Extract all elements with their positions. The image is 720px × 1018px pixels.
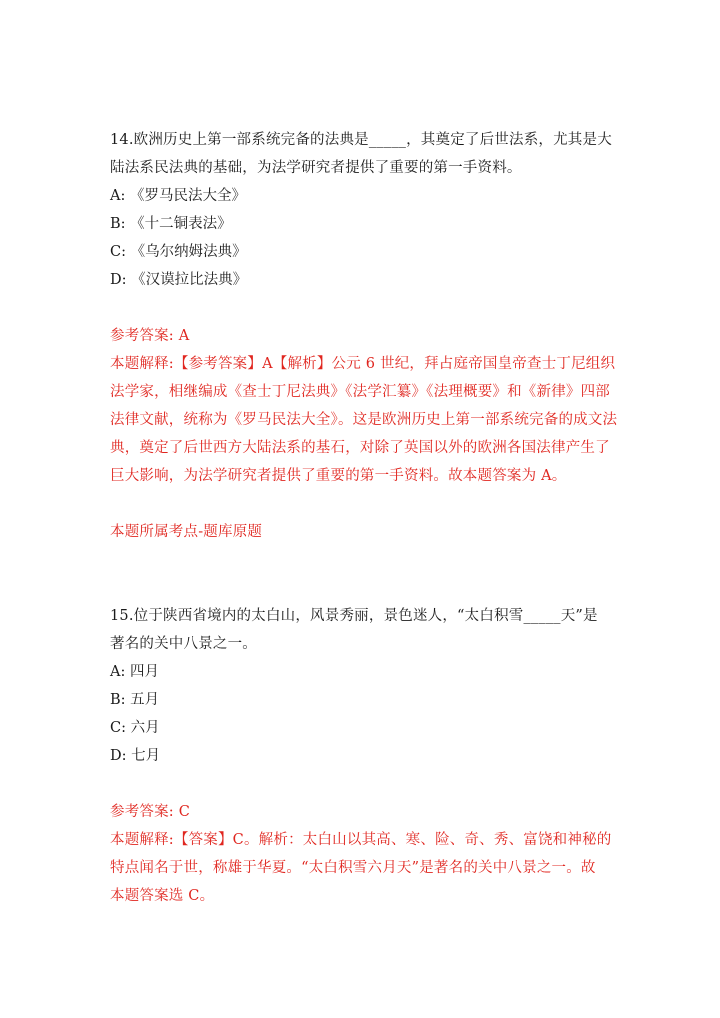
- options-list: [110, 658, 610, 770]
- question-text: [110, 602, 610, 658]
- explanation-line: 法律文献，统称为《罗马民法大全》。这是欧洲历史上第一部系统完备的成文法: [110, 412, 618, 428]
- explanation-line: 巨大影响，为法学研究者提供了重要的第一手资料。故本题答案为 A。: [110, 468, 567, 484]
- question-14: [110, 126, 618, 546]
- explanation: [110, 350, 618, 490]
- question-text: [110, 126, 610, 182]
- option-c: C: 《乌尔纳姆法典》: [110, 244, 247, 260]
- option-c: C: 六月: [110, 720, 160, 736]
- explanation-line: 特点闻名于世，称雄于华夏。“太白积雪六月天”是著名的关中八景之一。故: [110, 860, 596, 876]
- option-d: D: 《汉谟拉比法典》: [110, 272, 248, 288]
- question-text-line: 陆法系民法典的基础，为法学研究者提供了重要的第一手资料。: [110, 160, 522, 176]
- document-page: [110, 126, 618, 910]
- topic-label: 本题所属考点-题库原题: [110, 524, 263, 540]
- answer: 参考答案: C: [110, 804, 190, 820]
- explanation: [110, 826, 610, 910]
- answer: 参考答案: A: [110, 328, 190, 344]
- explanation-line: 本题答案选 C。: [110, 888, 215, 904]
- option-b: B: 《十二铜表法》: [110, 216, 232, 232]
- question-text-line: 15.位于陕西省境内的太白山，风景秀丽，景色迷人，“太白积雪_____天”是: [110, 608, 598, 624]
- explanation-line: 本题解释:【参考答案】A【解析】公元 6 世纪，拜占庭帝国皇帝查士丁尼组织: [110, 356, 616, 372]
- question-text-line: 14.欧洲历史上第一部系统完备的法典是_____，其奠定了后世法系，尤其是大: [110, 132, 612, 148]
- explanation-line: 典，奠定了后世西方大陆法系的基石，对除了英国以外的欧洲各国法律产生了: [110, 440, 610, 456]
- question-15: [110, 602, 610, 910]
- options-list: [110, 182, 610, 294]
- explanation-line: 本题解释:【答案】C。解析：太白山以其高、寒、险、奇、秀、富饶和神秘的: [110, 832, 612, 848]
- explanation-line: 法学家，相继编成《查士丁尼法典》《法学汇纂》《法理概要》和《新律》四部: [110, 384, 610, 400]
- option-d: D: 七月: [110, 748, 161, 764]
- option-b: B: 五月: [110, 692, 160, 708]
- question-text-line: 著名的关中八景之一。: [110, 636, 257, 652]
- option-a: A: 四月: [110, 664, 159, 680]
- option-a: A: 《罗马民法大全》: [110, 188, 246, 204]
